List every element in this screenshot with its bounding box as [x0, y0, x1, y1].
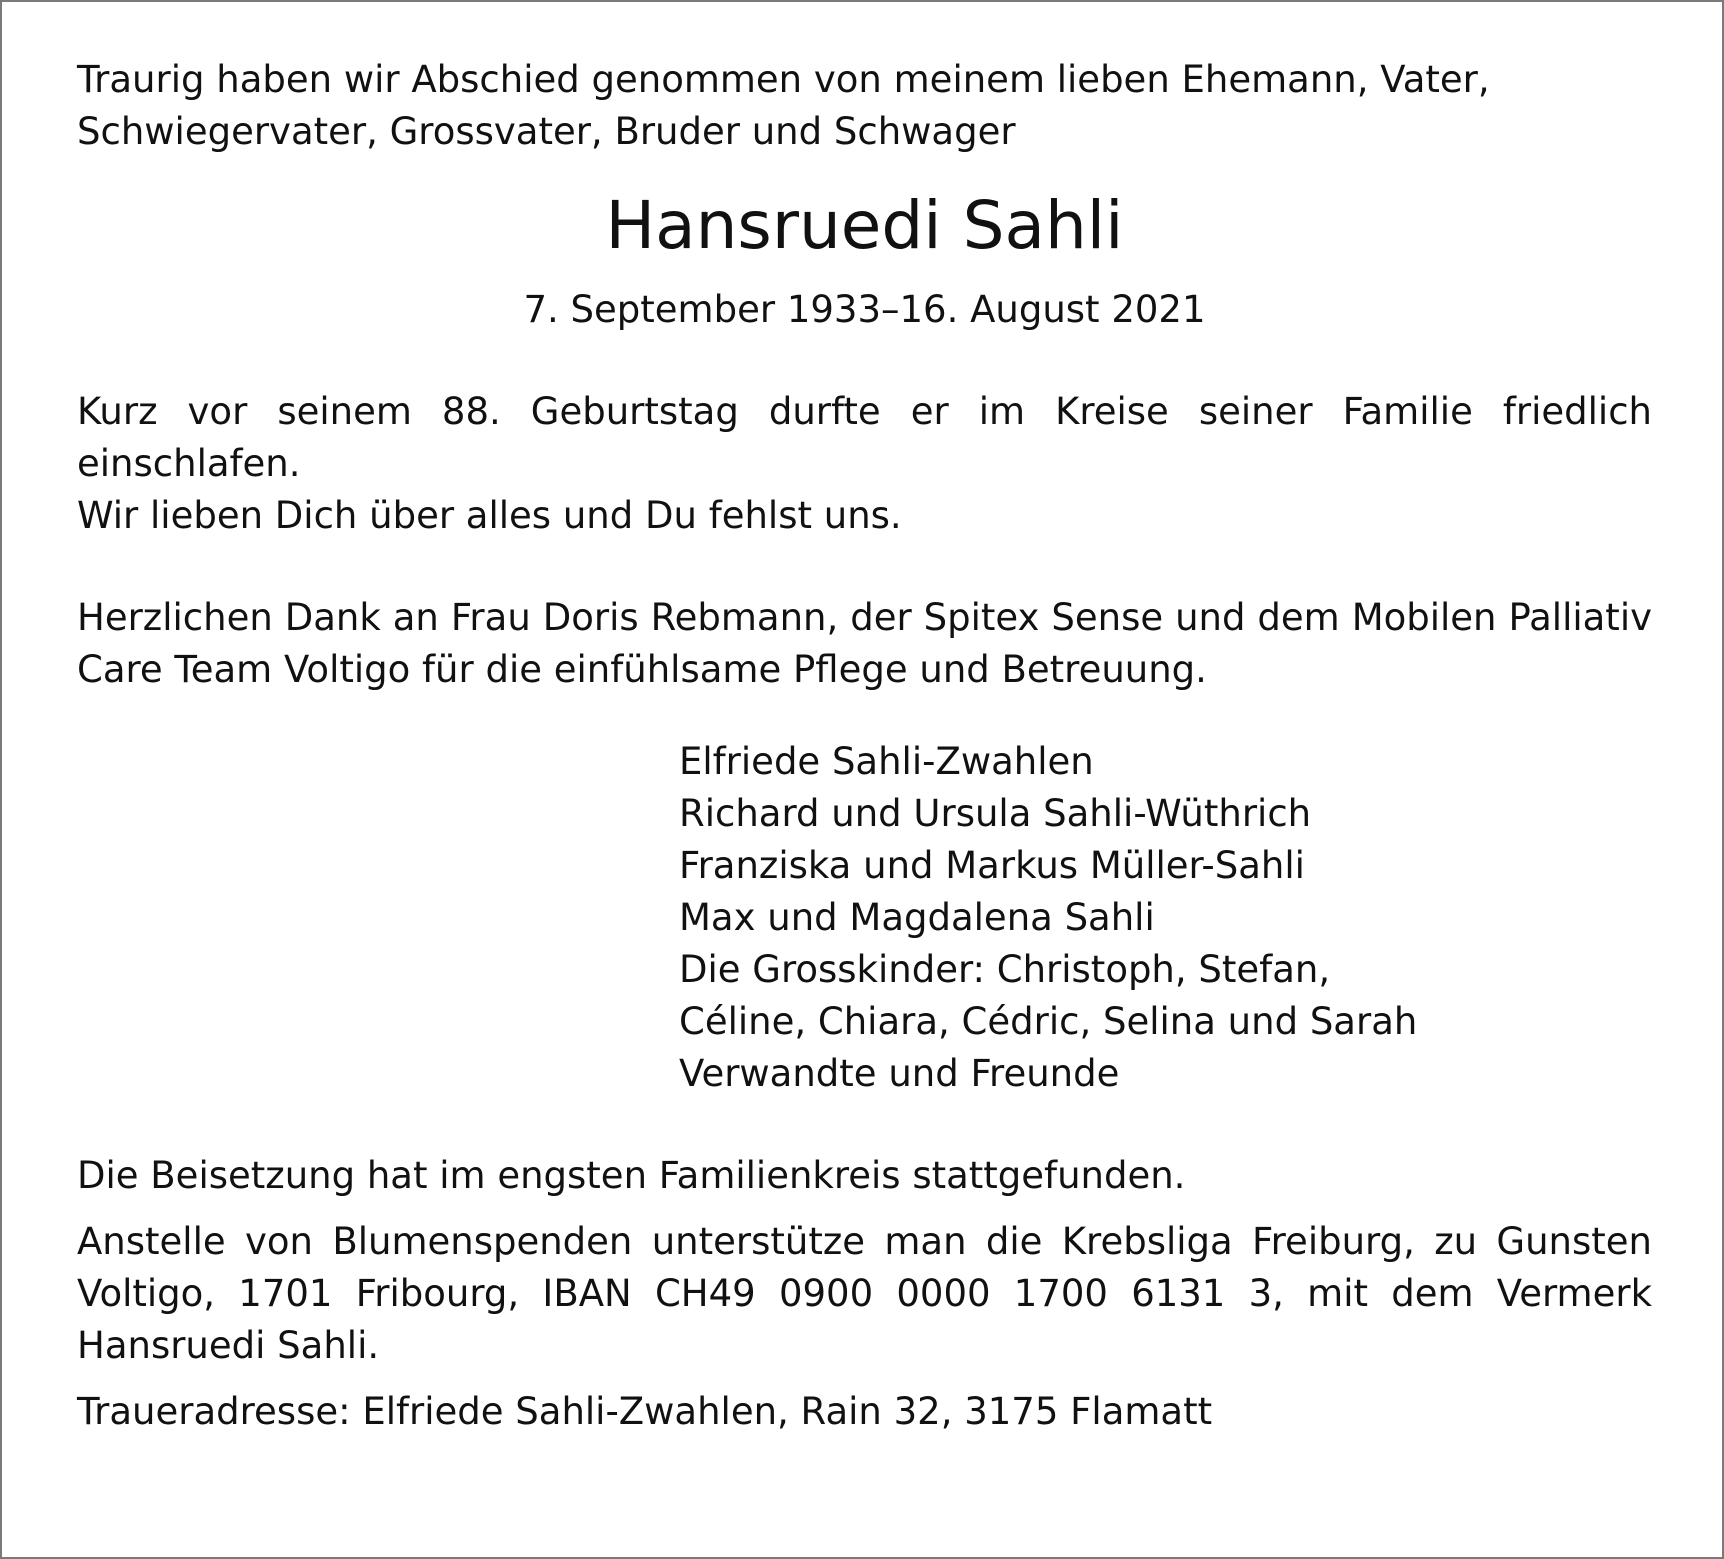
farewell-paragraph: Kurz vor seinem 88. Geburtstag durfte er im Kreise seiner Familie friedlich einschlafen. — [77, 390, 1652, 485]
life-dates: 7. September 1933–16. August 2021 — [523, 288, 1206, 331]
intro-line: Schwiegervater, Grossvater, Bruder und Schwager — [77, 110, 1016, 153]
deceased-name: Hansruedi Sahli — [605, 187, 1124, 264]
mourner-line: Franziska und Markus Müller-Sahli — [679, 844, 1305, 887]
burial-note: Die Beisetzung hat im engsten Familienkreis stattgefunden. — [77, 1154, 1186, 1197]
mourner-line: Die Grosskinder: Christoph, Stefan, — [679, 948, 1331, 991]
intro-text — [77, 54, 1652, 158]
mourning-address: Traueradresse: Elfriede Sahli-Zwahlen, Rain 32, 3175 Flamatt — [77, 1390, 1213, 1433]
mourner-line: Richard und Ursula Sahli-Wüthrich — [679, 792, 1312, 835]
intro-line: Traurig haben wir Abschied genommen von meinem lieben Ehemann, Vater, — [77, 58, 1490, 101]
donation-note: Anstelle von Blumenspenden unterstütze man die Krebsliga Freiburg, zu Gunsten Voltigo, 1701 Fribourg, IBAN CH49 0900 0000 1700 6131 3, mit dem Vermerk Hansruedi Sahli. — [77, 1220, 1652, 1367]
mourners-list — [679, 736, 1652, 1100]
mourner-line: Verwandte und Freunde — [679, 1052, 1120, 1095]
thanks-paragraph: Herzlichen Dank an Frau Doris Rebmann, der Spitex Sense und dem Mobilen Palliativ Care Team Voltigo für die einfühlsame Pflege und Betreuung. — [77, 596, 1652, 691]
mourner-line: Max und Magdalena Sahli — [679, 896, 1155, 939]
mourner-line: Céline, Chiara, Cédric, Selina und Sarah — [679, 1000, 1418, 1043]
love-line: Wir lieben Dich über alles und Du fehlst uns. — [77, 494, 902, 537]
obituary-content — [77, 54, 1652, 1438]
mourner-line: Elfriede Sahli-Zwahlen — [679, 740, 1094, 783]
